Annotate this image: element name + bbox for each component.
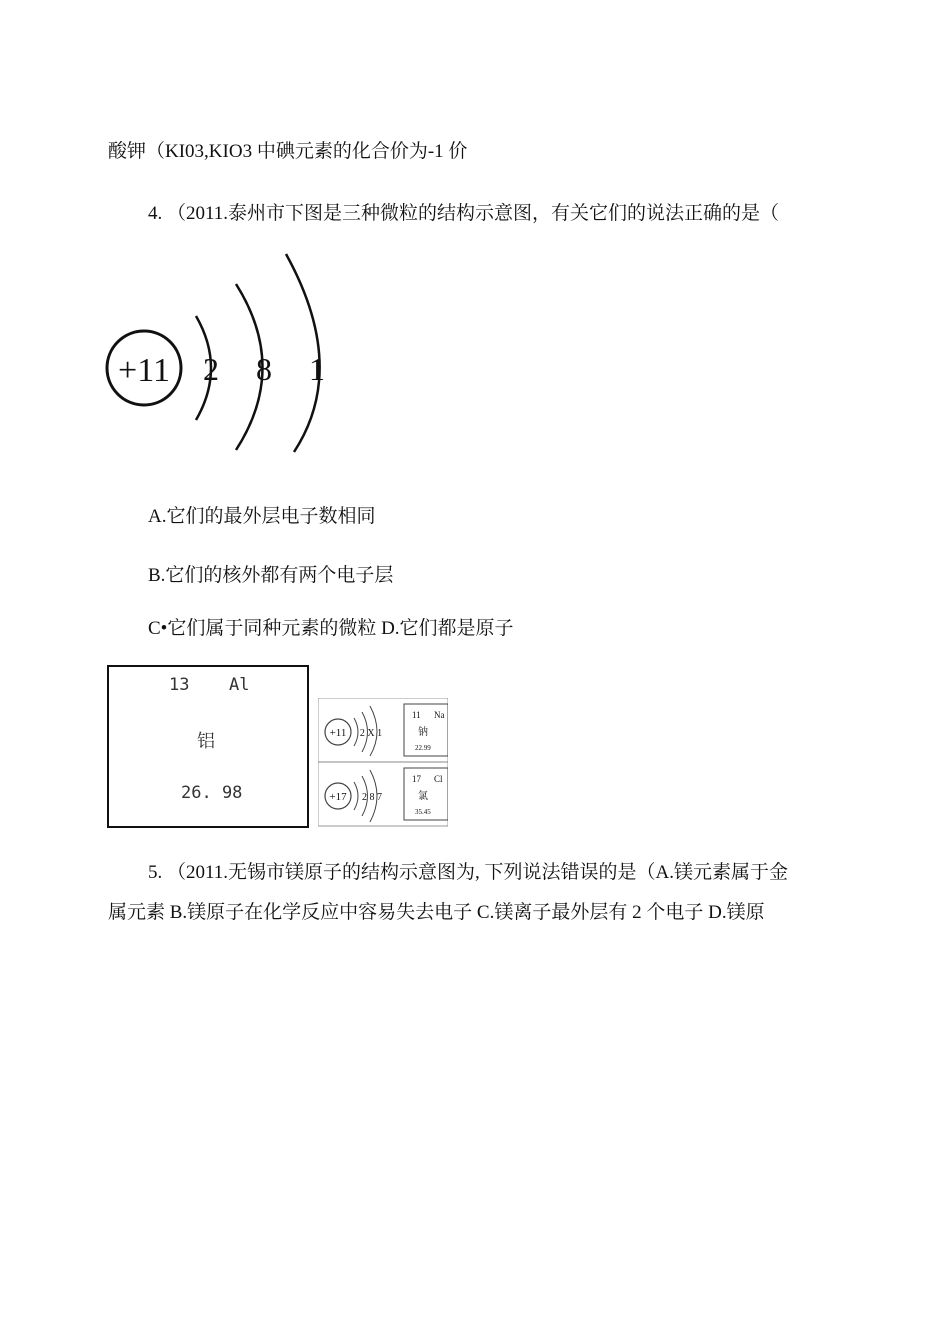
- cl-name: 氯: [418, 791, 428, 802]
- cl-symbol: Cl: [434, 774, 443, 784]
- cl-number: 17: [412, 774, 421, 784]
- al-atomic-number: 13: [169, 675, 190, 695]
- nucleus-charge: +11: [118, 352, 170, 389]
- option-a: A.它们的最外层电子数相同: [148, 506, 376, 527]
- na-nucleus-charge: +11: [329, 727, 347, 739]
- na-symbol: Na: [434, 710, 445, 720]
- shell-2-count: 8: [256, 351, 272, 387]
- cl-shell-counts: 2 8 7: [362, 792, 382, 803]
- na-shell-counts: 2 X 1: [359, 728, 383, 739]
- na-number: 11: [412, 710, 421, 720]
- na-name: 钠: [418, 727, 428, 738]
- question-5-stem: 5. （2011.无锡市镁原子的结构示意图为, 下列说法错误的是（A.镁元素属于金: [148, 862, 789, 883]
- question-5-options: 属元素 B.镁原子在化学反应中容易失去电子 C.镁离子最外层有 2 个电子 D.镁原: [108, 902, 765, 923]
- na-cl-structure-panel: [318, 698, 448, 828]
- option-c-d: C•它们属于同种元素的微粒 D.它们都是原子: [148, 618, 514, 639]
- question-4-stem: 4. （2011.泰州市下图是三种微粒的结构示意图，有关它们的说法正确的是（: [148, 203, 780, 224]
- al-name: 铝: [197, 731, 215, 752]
- cl-nucleus-charge: +17: [329, 791, 347, 803]
- al-atomic-mass: 26. 98: [181, 783, 243, 803]
- shell-1-count: 2: [203, 351, 219, 387]
- na-mass: 22.99: [415, 744, 431, 752]
- option-b: B.它们的核外都有两个电子层: [148, 565, 394, 586]
- al-symbol: Al: [229, 675, 250, 695]
- shell-3-count: 1: [309, 351, 325, 387]
- text-line-kio3: 酸钾（KI03,KIO3 中碘元素的化合价为-1 价: [108, 141, 468, 162]
- aluminum-element-card: [107, 665, 309, 828]
- cl-mass: 35.45: [415, 808, 431, 816]
- sodium-atom-structure-diagram: [104, 250, 334, 456]
